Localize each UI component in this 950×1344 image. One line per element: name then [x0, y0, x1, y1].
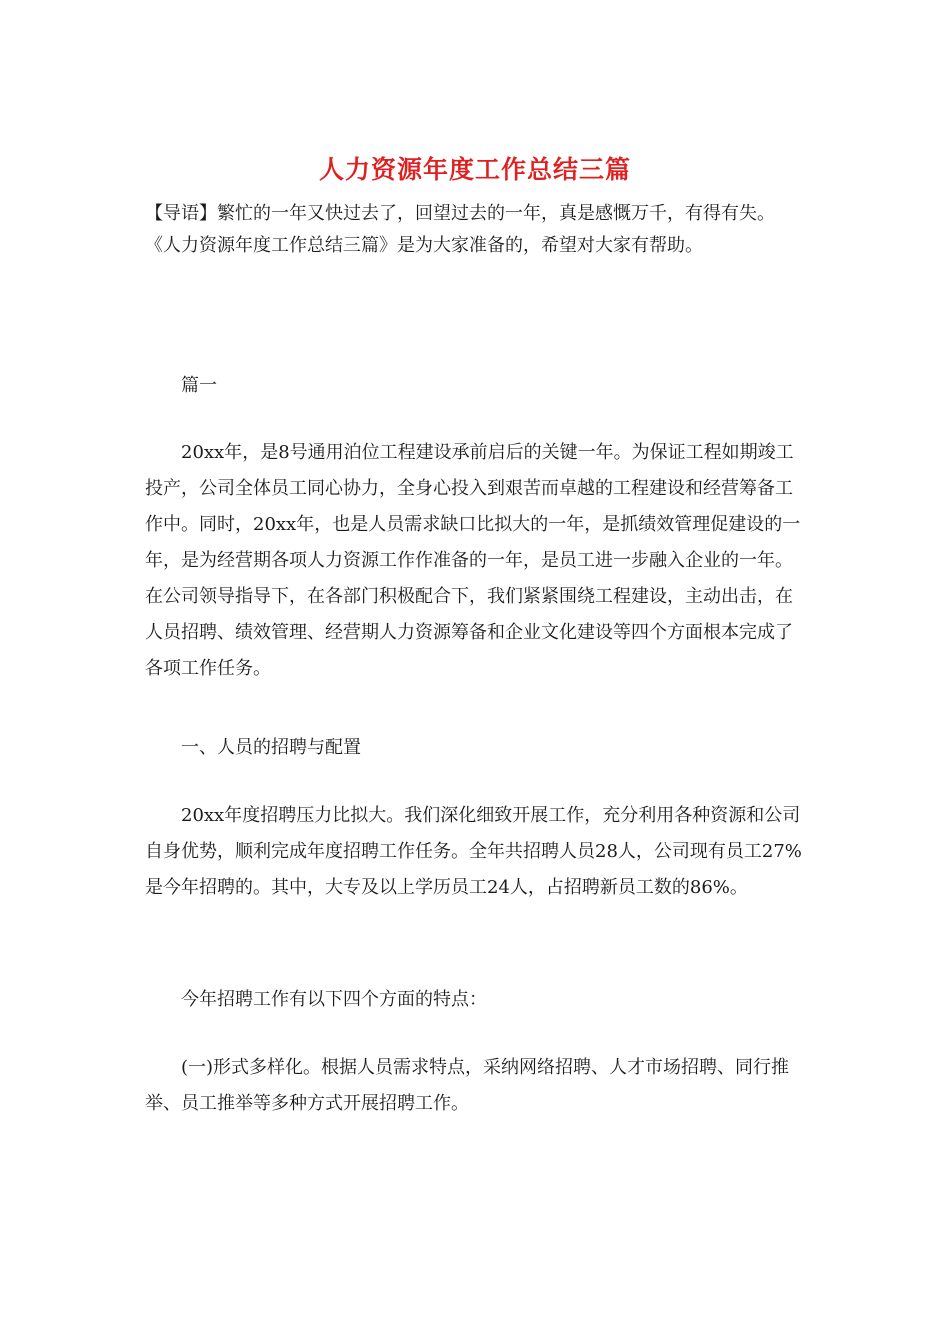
body-paragraph: (一)形式多样化。根据人员需求特点，采纳网络招聘、人才市场招聘、同行推举、员工推举等多种方式开展招聘工作。 — [145, 1057, 790, 1114]
intro-block — [145, 198, 815, 262]
paragraph-block-3 — [145, 982, 810, 1018]
subheading-block — [145, 730, 810, 766]
subheading: 一、人员的招聘与配置 — [181, 737, 361, 758]
intro-line: 【导语】繁忙的一年又快过去了，回望过去的一年，真是感慨万千，有得有失。 — [145, 203, 775, 224]
body-paragraph: 20xx年，是8号通用泊位工程建设承前启后的关键一年。为保证工程如期竣工投产，公司全体员工同心协力，全身心投入到艰苦而卓越的工程建设和经营筹备工作中。同时，20xx年，也是人员需求缺口比拟大的一年，是抓绩效管理促建设的一年，是为经营期各项人力资源工作作准备的一年，是员工进一步融入企业的一年。在公司领导指导下，在各部门积极配合下，我们紧紧围绕工程建设，主动出击，在人员招聘、绩效管理、经营期人力资源筹备和企业文化建设等四个方面根本完成了各项工作任务。 — [145, 442, 801, 679]
section-heading: 篇一 — [181, 375, 217, 396]
document-title: 人力资源年度工作总结三篇 — [318, 155, 631, 184]
paragraph-block-2 — [145, 798, 810, 906]
paragraph-block-4 — [145, 1050, 810, 1122]
section-heading-block — [145, 368, 810, 404]
body-paragraph: 今年招聘工作有以下四个方面的特点： — [181, 989, 487, 1010]
body-paragraph: 20xx年度招聘压力比拟大。我们深化细致开展工作，充分利用各种资源和公司自身优势，顺利完成年度招聘工作任务。全年共招聘人员28人，公司现有员工27%是今年招聘的。其中，大专及以上学历员工24人，占招聘新员工数的86%。 — [145, 805, 802, 898]
intro-line: 《人力资源年度工作总结三篇》是为大家准备的，希望对大家有帮助。 — [145, 235, 703, 256]
paragraph-block-1 — [145, 435, 810, 687]
